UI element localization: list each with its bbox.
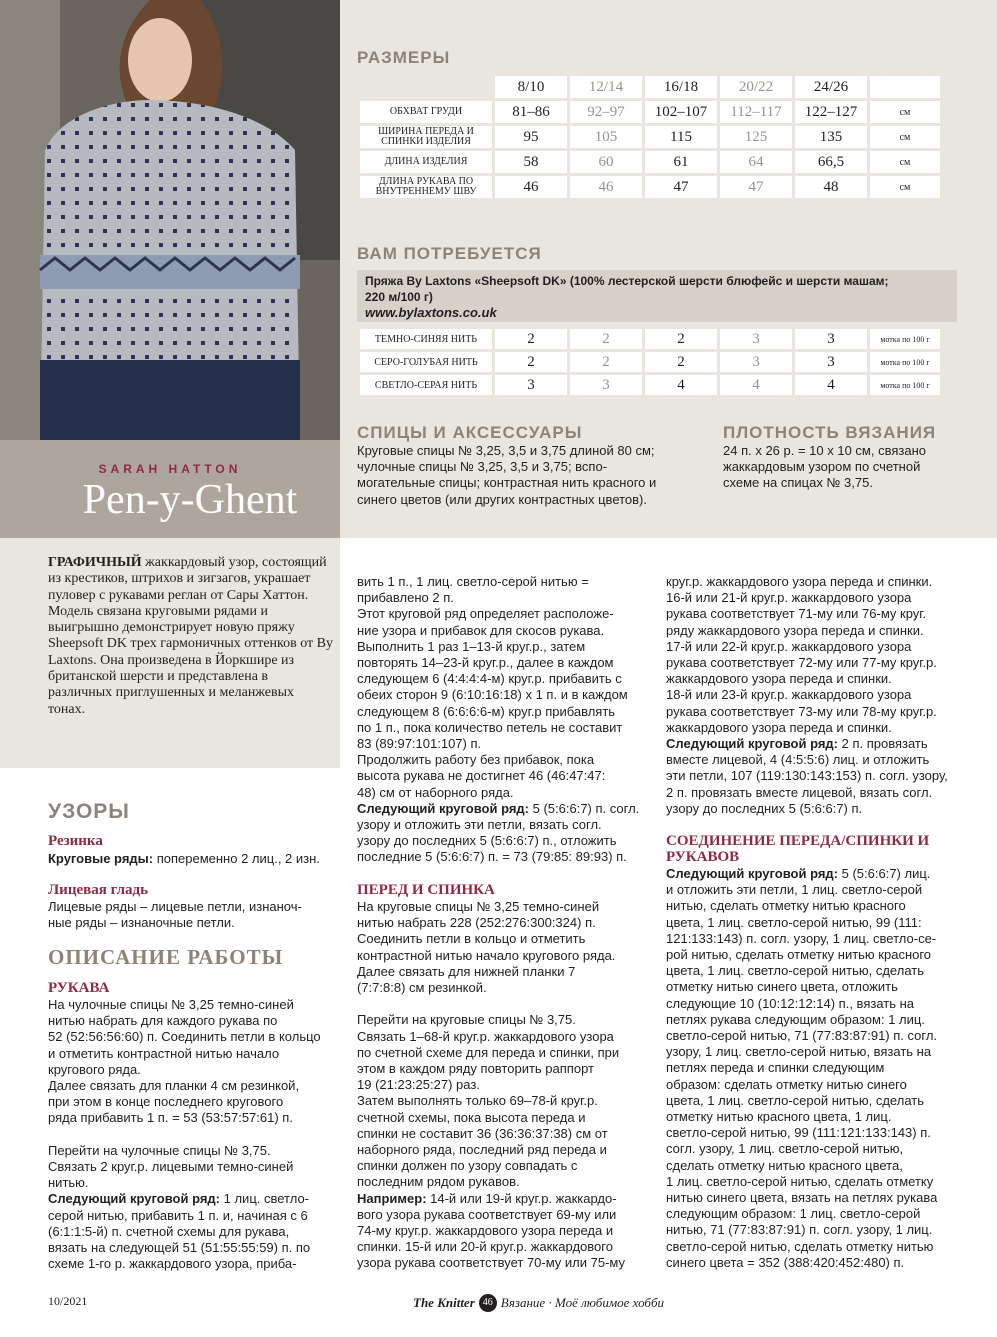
yarn-table [357,326,943,398]
text-line: Связать 1–68-й круг.р. жаккардового узора [357,1028,614,1044]
yarn-cell: 2 [570,329,642,349]
sizes-cell: 46 [495,176,567,198]
sizes-cell: 81–86 [495,101,567,123]
sizes-row [360,176,940,198]
text-line: рукава соответствует 73-му или 78-му круг.р. [666,703,937,719]
intro-text [48,555,333,718]
text-line: отметку нитью синего цвета, отложить [666,979,898,995]
text-line: спинки. 15-й или 20-й круг.р. жаккардового [357,1239,613,1255]
text-line: Связать 2 круг.р. лицевыми темно-синей [48,1159,294,1175]
work-title: ОПИСАНИЕ РАБОТЫ [48,945,284,969]
lead-in: Следующий круговой ряд: [48,1191,221,1207]
text-line: ряда прибавить 1 п. = 53 (53:57:57:61) п. [48,1110,293,1126]
size-header: 20/22 [720,76,792,98]
sizes-cell: 61 [645,151,717,173]
size-header: 8/10 [495,76,567,98]
text-line: круг.р. жаккардового узора переда и спинки. [666,574,933,589]
text-line: нитью синего цвета, вязать на петлях рукава [666,1190,938,1206]
sleeves-title: РУКАВА [48,980,110,996]
yarn-cell: 2 [570,352,642,372]
yarn-url[interactable]: www.bylaxtons.co.uk [365,305,497,320]
text-line: рукава соответствует 71-му или 76-му круг. [666,606,927,622]
rib-label: Круговые ряды: [48,851,154,866]
text-line: узору до последних 5 (5:6:6:7) п. [666,800,863,816]
sizes-cell: 47 [645,176,717,198]
needles-line: чулочные спицы № 3,25, 3,5 и 3,75; вспо- [357,459,608,475]
text-line: спинки должен по узору совпадать с [357,1158,578,1174]
text-line: этом в каждом ряду повторить раппорт [357,1061,594,1077]
stockinette-line: Лицевые ряды – лицевые петли, изнаноч- [48,899,302,914]
footer-magazine [413,1294,664,1312]
sweater-photo-illustration [0,0,340,440]
text-line [357,996,657,1012]
yarn-brand: Пряжа By Laxtons «Sheepsoft DK» (100% лестерской шерсти блюфейс и шерсти машам; [365,274,889,288]
text-line: вого узора рукава соответствует 69-му или [357,1206,617,1222]
yarn-cell: 3 [720,329,792,349]
text-line: 16-й или 21-й круг.р. жаккардового узора [666,590,912,606]
text-line: узора рукава соответствует 70-му или 75-му [357,1255,626,1271]
yarn-cell: 2 [645,329,717,349]
text-line: нитью. [48,1175,89,1191]
sizes-cell: 60 [570,151,642,173]
magazine-name: The Knitter [413,1295,475,1310]
join-title: СОЕДИНЕНИЕ ПЕРЕДА/СПИНКИ И РУКАВОВ [666,833,930,865]
text-line: повторять 14–23-й круг.р., далее в каждом [357,655,614,671]
text-line: спинки не составит 36 (36:36:37:38) см от [357,1125,608,1141]
col2b-text [357,899,657,1272]
text-line: На круговые спицы № 3,25 темно-синей [357,899,600,914]
sizes-table [357,73,943,201]
sizes-cell: 66,5 [795,151,867,173]
sizes-cell: 48 [795,176,867,198]
size-unit-blank [870,76,940,98]
yarn-cell: 3 [720,352,792,372]
text-line: отметку нитью красного цвета, 1 лиц. [666,1109,892,1125]
sizes-row [360,126,940,148]
yarn-row-label: СЕРО-ГОЛУБАЯ НИТЬ [360,352,492,372]
text-line: 48) см от наборного ряда. [357,784,514,800]
sizes-cell: 105 [570,126,642,148]
yarn-info [357,270,957,322]
sizes-cell: 122–127 [795,101,867,123]
text-line: Выполнить 1 раз 1–13-й круг.р., затем [357,638,586,654]
rib-text [48,851,348,867]
yarn-row-label: ТЕМНО-СИНЯЯ НИТЬ [360,329,492,349]
sizes-unit: см [870,176,940,198]
text-line: при этом в конце последнего кругового [48,1094,284,1110]
rib-title: Резинка [48,833,103,849]
text-line: по счетной схеме для переда и спинки, при [357,1044,620,1060]
text-line: Продолжить работу без прибавок, пока [357,752,595,768]
text-line: схеме 1-го р. жаккардового узора, приба- [48,1256,297,1272]
text-line: 1 лиц. светло-серой нитью, сделать отметку [666,1173,934,1189]
yarn-cell: 3 [495,375,567,395]
text-line: нитью набрать 228 (252:276:300:324) п. [357,915,596,931]
text-line: высота рукава не достигнет 46 (46:47:47: [357,768,606,784]
sizes-cell: 47 [720,176,792,198]
text-line: прибавлено 2 п. [357,590,454,606]
yarn-cell: 4 [645,375,717,395]
gauge-line: схеме на спицах № 3,75. [723,475,873,491]
text-line [48,1127,348,1143]
text-line: Следующий круговой ряд: 2 п. провязать [666,736,928,752]
yarn-weight: 220 м/100 г) [365,290,433,304]
sizes-cell: 95 [495,126,567,148]
text-line: Следующий круговой ряд: 1 лиц. светло- [48,1191,310,1207]
text-line: петлях рукава следующим образом: 1 лиц. [666,1011,925,1027]
yarn-unit: мотка по 100 г [870,352,940,372]
sizes-cell: 58 [495,151,567,173]
lead-in: Следующий круговой ряд: [666,736,839,752]
text-line: светло-серой нитью, сделать отметку нитью [666,1238,934,1254]
lead-in: Следующий круговой ряд: [666,866,839,881]
text-line: последним рядом рукавов. [357,1174,520,1190]
page-number: 46 [479,1294,497,1312]
patterns-title: УЗОРЫ [48,800,130,823]
yarn-cell: 4 [720,375,792,395]
yarn-cell: 3 [570,375,642,395]
text-line: кругового ряда. [48,1061,141,1077]
yarn-cell: 3 [795,352,867,372]
sizes-header-row [360,76,940,98]
text-line: вить 1 п., 1 лиц. светло-серой нитью = [357,574,589,589]
text-line: синего цвета = 352 (388:420:452:480) п. [666,1254,905,1270]
gauge-title: ПЛОТНОСТЬ ВЯЗАНИЯ [723,423,937,442]
text-line: жаккардового узора переда и спинки. [666,671,892,687]
yarn-row [360,375,940,395]
text-line: нитью, 71 (77:83:87:91) п. согл. узору, 1 лиц. [666,1222,933,1238]
text-line: (6:1:1:5-й) п. счетной схемы для рукава, [48,1223,290,1239]
text-line: ряду жаккардового узора переда и спинки. [666,622,924,638]
text-line: и отложить эти петли, 1 лиц. светло-серой [666,882,923,898]
text-line: 83 (89:97:101:107) п. [357,736,482,752]
text-line: счетной схемы, пока высота переда и [357,1109,586,1125]
text-line: 19 (21:23:25:27) раз. [357,1077,480,1093]
text-line: рукава соответствует 72-му или 77-му круг.р. [666,655,937,671]
needles-line: синего цветов (или других контрастных цветов). [357,491,647,507]
rib-value: попеременно 2 лиц., 2 изн. [153,851,320,866]
sizes-title: РАЗМЕРЫ [357,48,451,67]
text-line: Далее связать для нижней планки 7 [357,963,576,979]
yarn-row-label: СВЕТЛО-СЕРАЯ НИТЬ [360,375,492,395]
size-header: 12/14 [570,76,642,98]
text-line: (7:7:8:8) см резинкой. [357,980,487,996]
text-line: вязать на следующей 51 (51:55:55:59) п. по [48,1240,311,1256]
text-line: 2 п. провязать вместе лицевой, вязать согл. [666,784,933,800]
yarn-cell: 4 [795,375,867,395]
model-photo [0,0,340,440]
yarn-row [360,329,940,349]
yarn-cell: 3 [795,329,867,349]
text-line: жаккардового узора переда и спинки. [666,719,892,735]
sizes-cell: 46 [570,176,642,198]
text-line: 74-му круг.р. жаккардового узора переда и [357,1223,614,1239]
col1-text [48,997,348,1272]
col2a-text [357,574,657,866]
text-line: следующим образом: 1 лиц. светло-серой [666,1206,921,1222]
sizes-row [360,101,940,123]
text-line: сделать отметку нитью красного цвета, [666,1157,903,1173]
yarn-cell: 2 [495,352,567,372]
yarn-cell: 2 [645,352,717,372]
sizes-unit: см [870,151,940,173]
sizes-row-label: ОБХВАТ ГРУДИ [360,101,492,123]
gauge-line: 24 п. х 26 р. = 10 х 10 см, связано [723,443,926,458]
text-line: 121:133:143) п. согл. узору, 1 лиц. светло-се- [666,930,937,946]
text-line: следующем 8 (6:6:6:6-м) круг.р прибавлять [357,703,616,719]
text-line: На чулочные спицы № 3,25 темно-синей [48,997,294,1012]
sizes-cell: 92–97 [570,101,642,123]
needles-text [357,443,712,508]
text-line: узору и отложить эти петли, вязать согл. [357,817,602,833]
yarn-cell: 2 [495,329,567,349]
yarn-row [360,352,940,372]
sizes-cell: 115 [645,126,717,148]
stockinette-line: ные ряды – изнаночные петли. [48,915,235,931]
text-line: Далее связать для планки 4 см резинкой, [48,1078,300,1094]
materials-title: ВАМ ПОТРЕБУЕТСЯ [357,244,542,263]
issue-date: 10/2021 [48,1294,88,1308]
text-line: Следующий круговой ряд: 5 (5:6:6:7) п. согл. [357,800,640,816]
text-line: серой нитью, прибавить 1 п. и, начиная с 6 [48,1207,308,1223]
text-line: нитью, сделать отметку нитью красного [666,898,906,914]
text-line: вместе лицевой, 4 (4:5:5:6) лиц. и отложить [666,752,930,768]
text-line: Следующий круговой ряд: 5 (5:6:6:7) лиц. [666,866,931,881]
designer-name: SARAH HATTON [98,462,242,476]
text-line: цвета, 1 лиц. светло-серой нитью, сделать [666,1092,924,1108]
text-line: и отметить контрастной нитью начало [48,1045,280,1061]
needles-line: могательные спицы; контрастная нить красного и [357,475,657,491]
text-line: последние 5 (5:6:6:7) п. = 73 (79:85: 89:93) п. [357,849,627,865]
sizes-row-label: ДЛИНА РУКАВА ПО ВНУТРЕННЕМУ ШВУ [360,176,492,198]
text-line: обеих сторон 9 (6:10:16:18) х 1 п. и в каждом [357,687,628,703]
text-line: 52 (52:56:56:60) п. Соединить петли в кольцо [48,1029,321,1045]
intro-body: жаккардовый узор, состоящий из крестиков, штрихов и зигзагов, украшает пуловер с рукавами реглан от Сары Хаттон. Модель связана круговыми рядами и выигрышно демонстрирует новую пряжу Sheepsoft DK трех гармоничных оттенков от By Laxtons. Она произведена в Йоркшире из британской шерсти и представлена в различных приглушенных и меланжевых тонах. [48,555,334,717]
col3b-text [666,866,966,1271]
sizes-cell: 112–117 [720,101,792,123]
needles-line: Круговые спицы № 3,25, 3,5 и 3,75 длиной 80 см; [357,443,655,458]
text-line: ние узора и прибавок для скосов рукава. [357,622,605,638]
text-line: узору до последних 5 (5:6:6:7) п., отложить [357,833,617,849]
col3a-text [666,574,966,817]
text-line: контрастной нитью начало кругового ряда. [357,947,616,963]
pattern-title: Pen-y-Ghent [82,477,298,523]
sizes-unit: см [870,126,940,148]
yarn-unit: мотка по 100 г [870,329,940,349]
text-line: Перейти на чулочные спицы № 3,75. [48,1142,271,1158]
text-line: 17-й или 22-й круг.р. жаккардового узора [666,638,912,654]
text-line: Этот круговой ряд определяет расположе- [357,606,614,622]
text-line: Затем выполнять только 69–78-й круг.р. [357,1093,598,1109]
text-line: Например: 14-й или 19-й круг.р. жаккардо- [357,1190,617,1206]
text-line: наборного ряда, последний ряд переда и [357,1142,607,1158]
text-line: Перейти на круговые спицы № 3,75. [357,1012,576,1028]
size-header: 16/18 [645,76,717,98]
text-line: по 1 п., пока количество петель не составит [357,719,623,735]
lead-in: Например: [357,1190,427,1206]
text-line: нитью набрать для каждого рукава по [48,1013,278,1029]
text-line: петлях переда и спинки следующим [666,1060,885,1076]
sizes-cell: 102–107 [645,101,717,123]
needles-title: СПИЦЫ И АКСЕССУАРЫ [357,423,583,442]
gauge-line: жаккардовым узором по счетной [723,459,921,475]
sizes-row-label: ДЛИНА ИЗДЕЛИЯ [360,151,492,173]
sizes-cell: 135 [795,126,867,148]
stockinette-title: Лицевая гладь [48,882,149,898]
text-line: светло-серой нитью, 71 (77:83:87:91) п. согл. [666,1028,938,1044]
text-line: цвета, 1 лиц. светло-серой нитью, сделать [666,963,924,979]
sizes-corner [360,76,492,98]
text-line: светло-серой нитью, 99 (111:121:133:143) п. [666,1125,931,1141]
stockinette-text [48,899,348,931]
sizes-cell: 125 [720,126,792,148]
sizes-unit: см [870,101,940,123]
magazine-tagline: Вязание · Моё любимое хобби [500,1295,664,1310]
text-line: рой нитью, сделать отметку нитью красного [666,947,932,963]
intro-lead: ГРАФИЧНЫЙ [48,555,142,570]
text-line: цвета, 1 лиц. светло-серой нитью, 99 (111: [666,914,922,930]
sizes-cell: 64 [720,151,792,173]
yarn-unit: мотка по 100 г [870,375,940,395]
front-back-title: ПЕРЕД И СПИНКА [357,882,495,898]
text-line: Соединить петли в кольцо и отметить [357,931,586,947]
text-line: эти петли, 107 (119:130:143:153) п. согл. узору, [666,768,948,784]
text-line: следующие 10 (10:12:12:14) п., вязать на [666,995,915,1011]
text-line: следующем 6 (4:4:4:4-м) круг.р. прибавить с [357,671,622,687]
sizes-row [360,151,940,173]
text-line: образом: сделать отметку нитью синего [666,1076,907,1092]
text-line: узору, 1 лиц. светло-серой нитью, вязать на [666,1044,932,1060]
lead-in: Следующий круговой ряд: [357,800,530,816]
sizes-row-label: ШИРИНА ПЕРЕДА И СПИНКИ ИЗДЕЛИЯ [360,126,492,148]
text-line: 18-й или 23-й круг.р. жаккардового узора [666,687,912,703]
gauge-text [723,443,983,492]
text-line: согл. узору, 1 лиц. светло-серой нитью, [666,1141,904,1157]
size-header: 24/26 [795,76,867,98]
